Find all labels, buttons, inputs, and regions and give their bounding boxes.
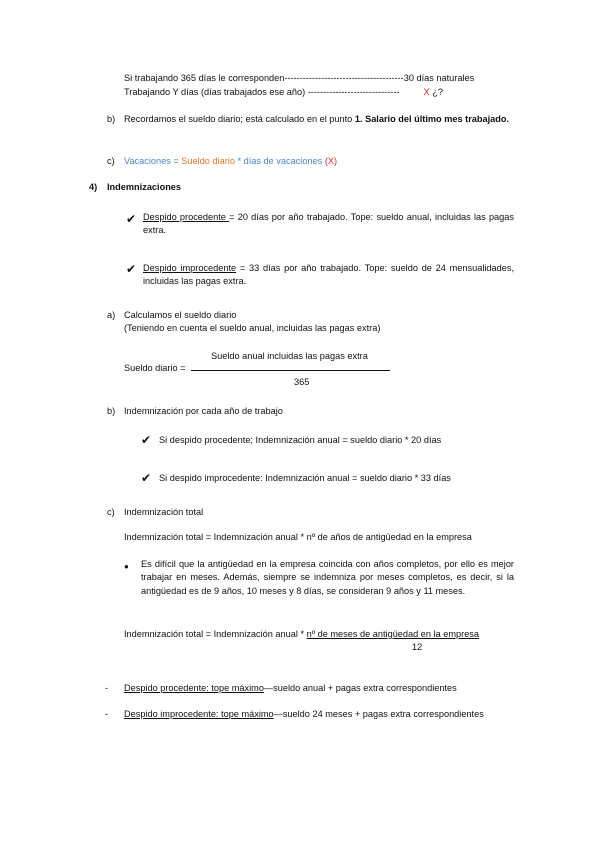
- tope-improcedente-rest: —sueldo 24 meses + pagas extra correspondientes: [273, 709, 484, 719]
- tope-procedente: [124, 682, 457, 695]
- sub-a-line2: (Teniendo en cuenta el sueldo anual, incluidas las pagas extra): [124, 323, 381, 333]
- despido-procedente-desc: = 20 días por año trabajado. Tope: sueldo anual, incluidas las pagas extra.: [143, 212, 514, 236]
- despido-improcedente-label: Despido improcedente: [143, 263, 237, 273]
- dash-marker: -: [105, 709, 109, 719]
- item-c-marker: c): [107, 156, 115, 166]
- sub-b-check-2: Si despido improcedente: Indemnización anual = sueldo diario * 33 días: [159, 473, 451, 483]
- formula-1: Indemnización total = Indemnización anual * nº de años de antigüedad en la empresa: [124, 532, 472, 542]
- sueldo-diario-numerator: Sueldo anual incluidas las pagas extra: [211, 351, 368, 361]
- item-c-part3: * días de vacaciones: [234, 156, 325, 166]
- tope-procedente-label: Despido procedente: tope máximo: [124, 683, 264, 693]
- formula-2: [124, 628, 479, 641]
- fraction-line: [191, 370, 390, 371]
- item-c-formula: [124, 155, 337, 168]
- item-b-text: [124, 113, 514, 126]
- bullet-text: Es difícil que la antigüedad en la empresa coincida con años completos, por ello es mejor trabajar en meses. Además, siempre se indemniza por meses completos, es decir, si la antigüedad es de 9 años, 10 meses y 8 días, se consideran 9 años y 11 meses.: [141, 559, 514, 596]
- top-line-1: Si trabajando 365 días le corresponden---------------------------------------30 días naturales: [124, 73, 475, 83]
- sub-b-check-1: Si despido procedente; Indemnización anual = sueldo diario * 20 días: [159, 435, 442, 445]
- sueldo-diario-denominator: 365: [294, 377, 310, 387]
- item-b-marker: b): [107, 114, 116, 124]
- item-c-part4: (X): [324, 156, 338, 166]
- sub-b-title: Indemnización por cada año de trabajo: [124, 406, 283, 416]
- top-line-2-x: X: [423, 87, 430, 97]
- despido-procedente-label: Despido procedente: [143, 212, 230, 222]
- item-b-text-pre: Recordamos el sueldo diario; está calculado en el punto: [124, 114, 355, 124]
- item-c-part1: Vacaciones =: [124, 156, 182, 166]
- bullet-icon: ●: [124, 562, 129, 571]
- sub-c-marker: c): [107, 507, 115, 517]
- sub-b-marker: b): [107, 406, 116, 416]
- dash-marker: -: [105, 683, 109, 693]
- top-line-2-text: Trabajando Y días (días trabajados ese año) ------------------------------: [124, 87, 400, 97]
- tope-procedente-rest: —sueldo anual + pagas extra correspondientes: [263, 683, 457, 693]
- check-icon: ✔: [126, 212, 137, 226]
- item-c-part2: Sueldo diario: [181, 156, 235, 166]
- formula-2-denominator: 12: [412, 642, 423, 652]
- top-line-2: [124, 86, 443, 99]
- despido-procedente-text: [143, 211, 514, 238]
- tope-improcedente-label: Despido improcedente: tope máximo: [124, 709, 274, 719]
- check-icon: ✔: [126, 262, 137, 276]
- check-icon: ✔: [141, 433, 152, 447]
- top-line-2-question: ¿?: [432, 87, 443, 97]
- formula-2-numerator: nº de meses de antigüedad en la empresa: [306, 629, 480, 639]
- section-4-number: 4): [89, 182, 98, 192]
- sueldo-diario-label: Sueldo diario =: [124, 363, 186, 373]
- sub-a-line1: Calculamos el sueldo diario: [124, 310, 237, 320]
- despido-improcedente-text: [143, 262, 514, 289]
- check-icon: ✔: [141, 471, 152, 485]
- tope-improcedente: [124, 708, 514, 721]
- item-b-text-bold: 1. Salario del último mes trabajado.: [354, 114, 510, 124]
- formula-2-pre: Indemnización total = Indemnización anual *: [124, 629, 307, 639]
- sub-a-marker: a): [107, 310, 116, 320]
- section-4-title: Indemnizaciones: [107, 182, 182, 192]
- despido-improcedente-desc: = 33 días por año trabajado. Tope: sueldo de 24 mensualidades, incluidas las pagas extra.: [143, 263, 514, 287]
- sub-c-title: Indemnización total: [124, 507, 204, 517]
